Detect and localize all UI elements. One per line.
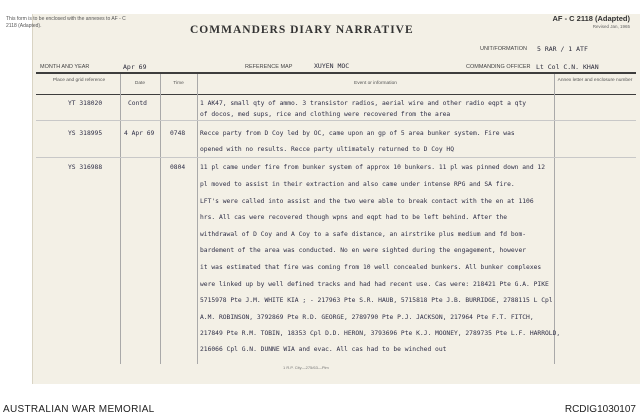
grid-reference: YS 318995 — [68, 130, 103, 137]
form-code: AF - C 2118 (Adapted) — [552, 14, 630, 23]
reference-map-label: REFERENCE MAP — [245, 64, 293, 70]
narrative-line: of docos, med sups, rice and clothing were recovered from the area — [200, 111, 451, 118]
column-head-rule — [36, 94, 636, 95]
grid-reference: YS 316988 — [68, 164, 103, 171]
commanding-officer-label: COMMANDING OFFICER — [466, 64, 531, 70]
month-year-label: MONTH AND YEAR — [40, 64, 90, 70]
entry-time: 0748 — [170, 130, 186, 137]
narrative-line: were linked up by well defined tracks and had had recent use. Cas were: 218421 Pte G.A. PIKE — [200, 281, 549, 288]
narrative-line: 5715978 Pte J.M. WHITE KIA ; - 217963 Pte S.R. HAUB, 5715818 Pte J.B. BURRIDGE, 2788115 L Cpl — [200, 297, 553, 304]
narrative-line: it was estimated that fire was coming from 10 well concealed bunkers. All bunker complexes — [200, 264, 542, 271]
unit-label: UNIT/FORMATION — [480, 46, 527, 52]
document-title: COMMANDERS DIARY NARRATIVE — [190, 24, 414, 36]
narrative-line: 216066 Cpl G.N. DUNNE WIA and evac. All cas had to be winched out — [200, 346, 447, 353]
narrative-line: pl moved to assist in their extraction and also came under intense RPG and SA fire. — [200, 181, 515, 188]
unit-value: 5 RAR / 1 ATF — [537, 45, 588, 53]
narrative-line: LFT's were called into assist and the two were able to break contact with the en at 1106 — [200, 198, 534, 205]
narrative-line: bardement of the area was conducted. No en were sighted during the engagement, however — [200, 247, 527, 254]
header-rule — [36, 72, 636, 74]
month-year-value: Apr 69 — [123, 63, 147, 71]
grid-reference: YT 318020 — [68, 100, 103, 107]
column-divider — [160, 74, 161, 364]
commanding-officer-value: Lt Col C.N. KHAN — [536, 63, 599, 71]
entry-date: Contd — [128, 100, 147, 107]
archive-record-id: RCDIG1030107 — [564, 404, 636, 415]
column-divider — [554, 74, 555, 364]
archive-name: AUSTRALIAN WAR MEMORIAL — [3, 404, 155, 415]
narrative-line: 217849 Pte R.M. TOBIN, 18353 Cpl D.D. HERON, 3793696 Pte K.J. MOONEY, 2789735 Pte L.F. HARROLD, — [200, 330, 561, 337]
column-head-annex: Annex letter and enclosure number — [557, 78, 633, 83]
entry-date: 4 Apr 69 — [124, 130, 155, 137]
column-divider — [197, 74, 198, 364]
printer-mark: 1 R.P. City—275/63—Plm — [283, 365, 329, 370]
narrative-line: withdrawal of D Coy and A Coy to a safe distance, an airstrike plus medium and fd bom- — [200, 231, 527, 238]
narrative-line: Recce party from D Coy led by OC, came upon an gp of 5 area bunker system. Fire was — [200, 130, 515, 137]
form-identifier — [552, 14, 630, 29]
entry-time: 0804 — [170, 164, 186, 171]
column-head-date: Date — [134, 81, 146, 86]
narrative-line: opened with no results. Recce party ultimately returned to D Coy HQ — [200, 146, 455, 153]
column-head-time: Time — [173, 81, 184, 86]
reference-map-value: XUYEN MOC — [314, 62, 350, 70]
narrative-line: 11 pl came under fire from bunker system of approx 10 bunkers. 11 pl was pinned down and 12 — [200, 164, 545, 171]
row-divider — [36, 157, 636, 158]
column-head-event: Event or information — [354, 81, 397, 86]
narrative-line: hrs. All cas were recovered though wpns and eqpt had to be left behind. After the — [200, 214, 508, 221]
narrative-line: 1 AK47, small qty of ammo. 3 transistor radios, aerial wire and other radio eqpt a qty — [200, 100, 527, 107]
row-divider — [36, 120, 636, 121]
enclosure-note: This form is to be enclosed with the annexes to AF - C 2118 (Adapted). — [6, 16, 126, 29]
column-head-place: Place and grid reference — [52, 78, 106, 83]
form-revision: Revised Jan, 1965 — [592, 24, 630, 29]
narrative-line: A.M. ROBINSON, 3792869 Pte R.D. GEORGE, 2789790 Pte P.J. JACKSON, 217964 Pte F.T. FITCH, — [200, 314, 534, 321]
column-divider — [120, 74, 121, 364]
